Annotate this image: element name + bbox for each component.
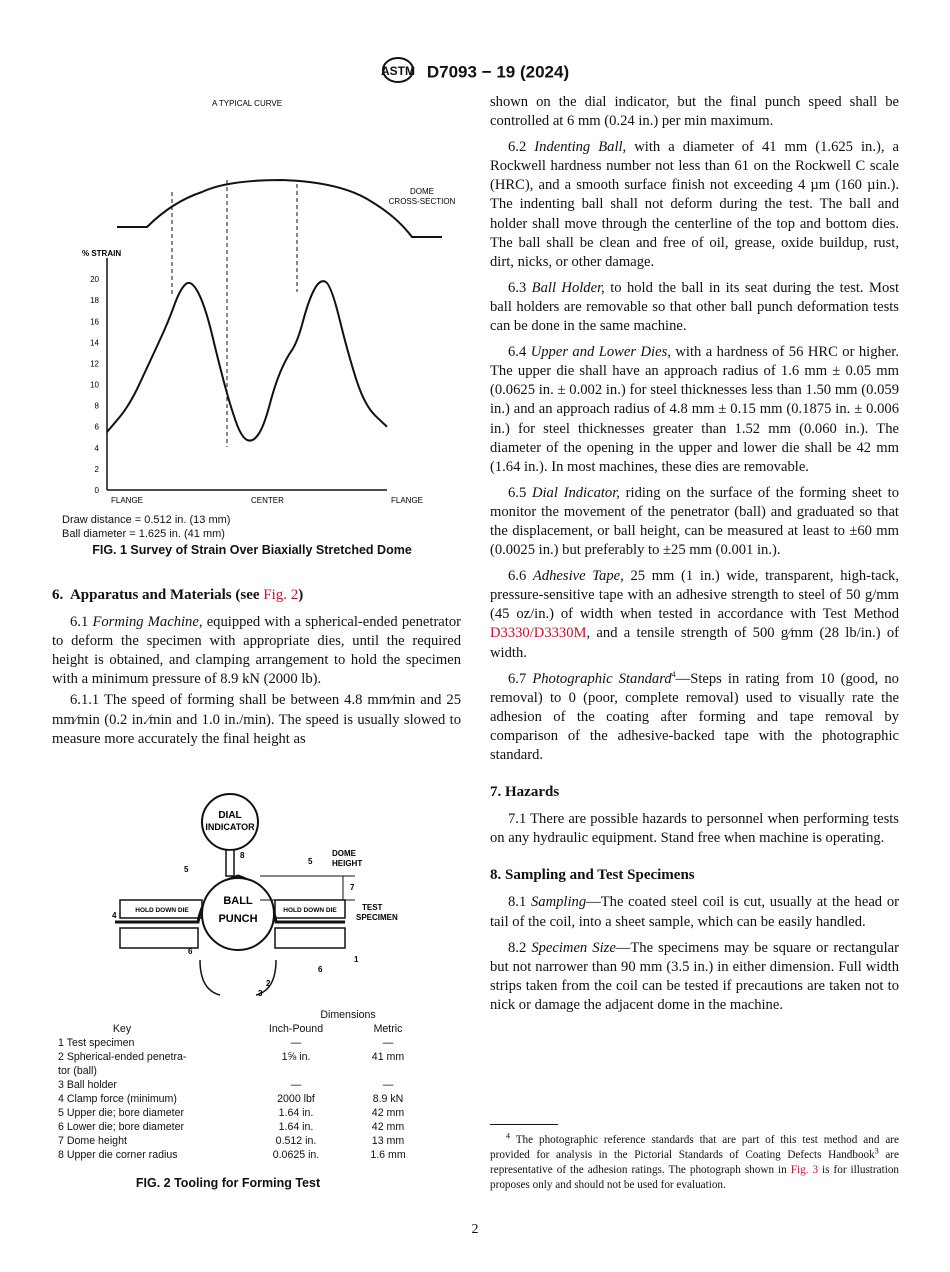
figure-2 <box>100 790 420 1002</box>
fig1-note-2: Ball diameter = 1.625 in. (41 mm) <box>62 528 225 540</box>
key-row: 1 Test specimen — — <box>58 1037 394 1049</box>
footnote: $^4$ The photographic reference standards that are part of this test method and are provided for analysis in the Pictorial Standards of Coating Defects Handbook$^3$ are representative of the adhesion ratings. The photograph shown in Fig. 3 is for illustration proposes only and should not be used for evaluation. <box>490 1131 900 1191</box>
footnote-rule <box>490 1124 558 1125</box>
document-designation: D7093 − 19 (2024) <box>426 62 570 82</box>
y-tick-label: 4 <box>94 443 99 453</box>
fig1-caption: FIG. 1 Survey of Strain Over Biaxially Stretched Dome <box>92 543 412 557</box>
astm-logo-icon <box>381 56 415 89</box>
para-6-1-1-cont: shown on the dial indicator, but the final punch speed shall be controlled at 6 mm (0.24 in.) per min maximum. <box>490 94 899 130</box>
d3330-link[interactable]: D3330/D3330M <box>490 625 587 642</box>
y-tick-label: 0 <box>94 486 99 495</box>
para-8-2: 8.2 Specimen Size—The specimens may be square or rectangular but not narrower than 90 mm (3.5 in.) in either dimension. Full width strips taken from the coil can be tested if precautions are taken not to nick or damage the adjacent dome in the machine. <box>490 939 899 1013</box>
para-6-4: 6.4 Upper and Lower Dies, with a hardness of 56 HRC or higher. The upper die shall have an approach radius of 1.6 mm ± 0.05 mm (0.0625 in. ± 0.002 in.) for steel thicknesses less than 1.50 mm (0.059 in.) and an approach radius of 4.8 mm ± 0.15 mm (0.1875 in. ± 0.006 in.) for steel thicknesses greater than 1.52 mm (0.060 in.). The diameter of the opening in the upper and lower die shall be 42 mm (1.64 in.). In most machines, these dies are removable. <box>490 344 899 475</box>
para-7-1: 7.1 There are possible hazards to personnel when performing tests on any hydraulic equipment. Stand free when machine is operating. <box>490 811 899 847</box>
y-tick-label: 8 <box>94 401 99 411</box>
y-tick-label: 16 <box>90 317 99 327</box>
key-row: 6 Lower die; bore diameter 1.64 in. 42 mm <box>58 1121 405 1133</box>
fig2-link[interactable]: Fig. 2 <box>263 587 299 603</box>
key-row: 8 Upper die corner radius 0.0625 in. 1.6 mm <box>58 1149 406 1161</box>
svg-text:HOLD DOWN DIE: HOLD DOWN DIE <box>135 907 189 914</box>
svg-text:5: 5 <box>184 865 189 874</box>
y-tick-label: 14 <box>90 338 99 348</box>
dome-cross-section <box>117 180 442 237</box>
lower-die-right <box>275 928 345 948</box>
fig2-caption: FIG. 2 Tooling for Forming Test <box>135 1176 321 1190</box>
para-6-5: 6.5 Dial Indicator, riding on the surface of the forming sheet to monitor the movement of the penetrator (ball) and graduated so that the displacement, or ball height, can be measured at least to ±60 mm (0.0025 in.) but preferably to ±25 mm (0.001 in.). <box>490 484 900 559</box>
key-row: 5 Upper die; bore diameter 1.64 in. 42 mm <box>58 1107 405 1119</box>
svg-text:7: 7 <box>350 883 355 892</box>
key-row: 4 Clamp force (minimum) 2000 lbf 8.9 kN <box>58 1093 404 1105</box>
figure-1 <box>52 92 472 562</box>
svg-text:ASTM: ASTM <box>380 64 415 78</box>
section-6-heading: 6. Apparatus and Materials (see Fig. 2) <box>52 587 304 603</box>
para-6-6: 6.6 Adhesive Tape, 25 mm (1 in.) wide, transparent, high-tack, pressure-sensitive tape with an adhesive strength to steel of 50 g/mm (45 oz/in.) of width when tested in accordance with Test Method D3330/D3330M, and a tensile strength of 500 g⁄mm (28 lb/in.) of width. <box>490 568 899 661</box>
para-6-1: 6.1 Forming Machine, equipped with a spherical-ended penetrator to deform the specimen with appropriate dies, until the required height is obtained, and clamping arrangement to hold the specimen with a minimum pressure of 8.9 kN (2000 lb). <box>52 614 461 688</box>
y-tick-label: 10 <box>90 380 99 390</box>
svg-text:6: 6 <box>318 965 323 974</box>
y-axis-label: % STRAIN <box>82 249 122 258</box>
svg-text:BALL: BALL <box>223 895 253 907</box>
fig1-note-1: Draw distance = 0.512 in. (13 mm) <box>62 514 231 526</box>
key-row: 2 Spherical-ended penetra- 1⅝ in. 41 mm <box>58 1051 405 1063</box>
para-6-2: 6.2 Indenting Ball, with a diameter of 41 mm (1.625 in.), a Rockwell hardness number not less than 61 on the Rockwell C scale (HRC), and a smooth surface finish not exceeding 4 µm (160 µin.). The indenting ball shall not deform during the test. The ball and holder shall move through the centerline of the top and bottom dies. The ball shall be clean and free of oil, grease, oxide buildup, rust, dirt, nicks, or other damage. <box>490 139 899 270</box>
key-table-wrap <box>58 1008 438 1190</box>
svg-text:HEIGHT: HEIGHT <box>332 859 363 868</box>
key-row: 7 Dome height 0.512 in. 13 mm <box>58 1135 405 1147</box>
tooling-diagram <box>100 790 420 1002</box>
page-header <box>0 56 950 89</box>
x-tick-label: CENTER <box>251 496 284 505</box>
x-tick-label: FLANGE <box>111 496 144 505</box>
para-6-7: 6.7 Photographic Standard$^4$—Steps in rating from 10 (good, no removal) to 0 (poor, complete removal) used to visually rate the adhesion of the coating after forming and tape removal by comparison of the adhesive-backed tape with the photographic standard. <box>490 669 899 763</box>
fig3-link[interactable]: Fig. 3 <box>790 1164 819 1176</box>
left-column <box>52 586 461 756</box>
svg-text:TEST: TEST <box>362 903 383 912</box>
dome-label-line1: DOME <box>410 187 434 196</box>
ball-holder <box>200 960 276 995</box>
key-table: Dimensions Key Inch-Pound Metric 1 Test specimen — — 2 Spherical-ended penetra- 1⅝ in. 41 mm tor (ball) 3 Ball holder — — 4 Clamp force (minimum) 2000 lbf 8.9 kN 5 Upper die; bore diameter 1.64 in. 42 mm 6 Lower die; bore diameter 1.64 in. 42 mm 7 Dome height 0.512 in. 13 mm 8 Upper die corner radius 0.0625 in. 1.6 mm <box>58 1008 430 1162</box>
svg-text:INDICATOR: INDICATOR <box>205 822 255 832</box>
para-8-1: 8.1 Sampling—The coated steel coil is cut, usually at the head or tail of the coil, into a sheet sample, which can be easily handled. <box>490 894 899 930</box>
y-tick-label: 12 <box>90 359 99 369</box>
x-tick-label: FLANGE <box>391 496 424 505</box>
svg-text:2: 2 <box>266 979 271 988</box>
dome-label-line2: CROSS-SECTION <box>388 197 456 206</box>
indicator-stem <box>226 850 234 876</box>
para-6-1-1: 6.1.1 The speed of forming shall be between 4.8 mm⁄min and 25 mm⁄min (0.2 in.⁄min and 1.0 in./min). The speed is usually slowed to measure more accurately the final height as <box>52 692 461 747</box>
section-8-heading: 8. Sampling and Test Specimens <box>490 867 695 884</box>
y-tick-label: 6 <box>94 422 99 432</box>
strain-curve <box>107 281 387 440</box>
y-tick-label: 20 <box>90 275 99 285</box>
y-tick-label: 18 <box>90 296 99 306</box>
svg-text:3: 3 <box>258 989 263 998</box>
svg-text:DOME: DOME <box>332 849 356 858</box>
svg-text:PUNCH: PUNCH <box>218 913 258 925</box>
svg-text:1: 1 <box>354 955 359 964</box>
svg-text:SPECIMEN: SPECIMEN <box>356 913 398 922</box>
para-6-3: 6.3 Ball Holder, to hold the ball in its seat during the test. Most ball holders are removable so that other ball punch deformation tests can be done in the same machine. <box>490 279 899 335</box>
svg-text:HOLD DOWN DIE: HOLD DOWN DIE <box>283 907 337 914</box>
svg-text:5: 5 <box>308 857 313 866</box>
right-column <box>490 93 899 1022</box>
y-tick-label: 2 <box>94 464 99 474</box>
key-row: 3 Ball holder — — <box>58 1079 394 1091</box>
lower-die-left <box>120 928 198 948</box>
page-number: 2 <box>471 1222 479 1237</box>
svg-text:6: 6 <box>188 947 193 956</box>
svg-text:DIAL: DIAL <box>218 810 242 821</box>
section-7-heading: 7. Hazards <box>490 784 560 801</box>
key-row: tor (ball) <box>58 1065 97 1077</box>
svg-text:4: 4 <box>112 911 117 920</box>
svg-text:8: 8 <box>240 851 245 860</box>
fig1-header-label: A TYPICAL CURVE <box>211 99 283 108</box>
strain-chart <box>52 92 472 512</box>
